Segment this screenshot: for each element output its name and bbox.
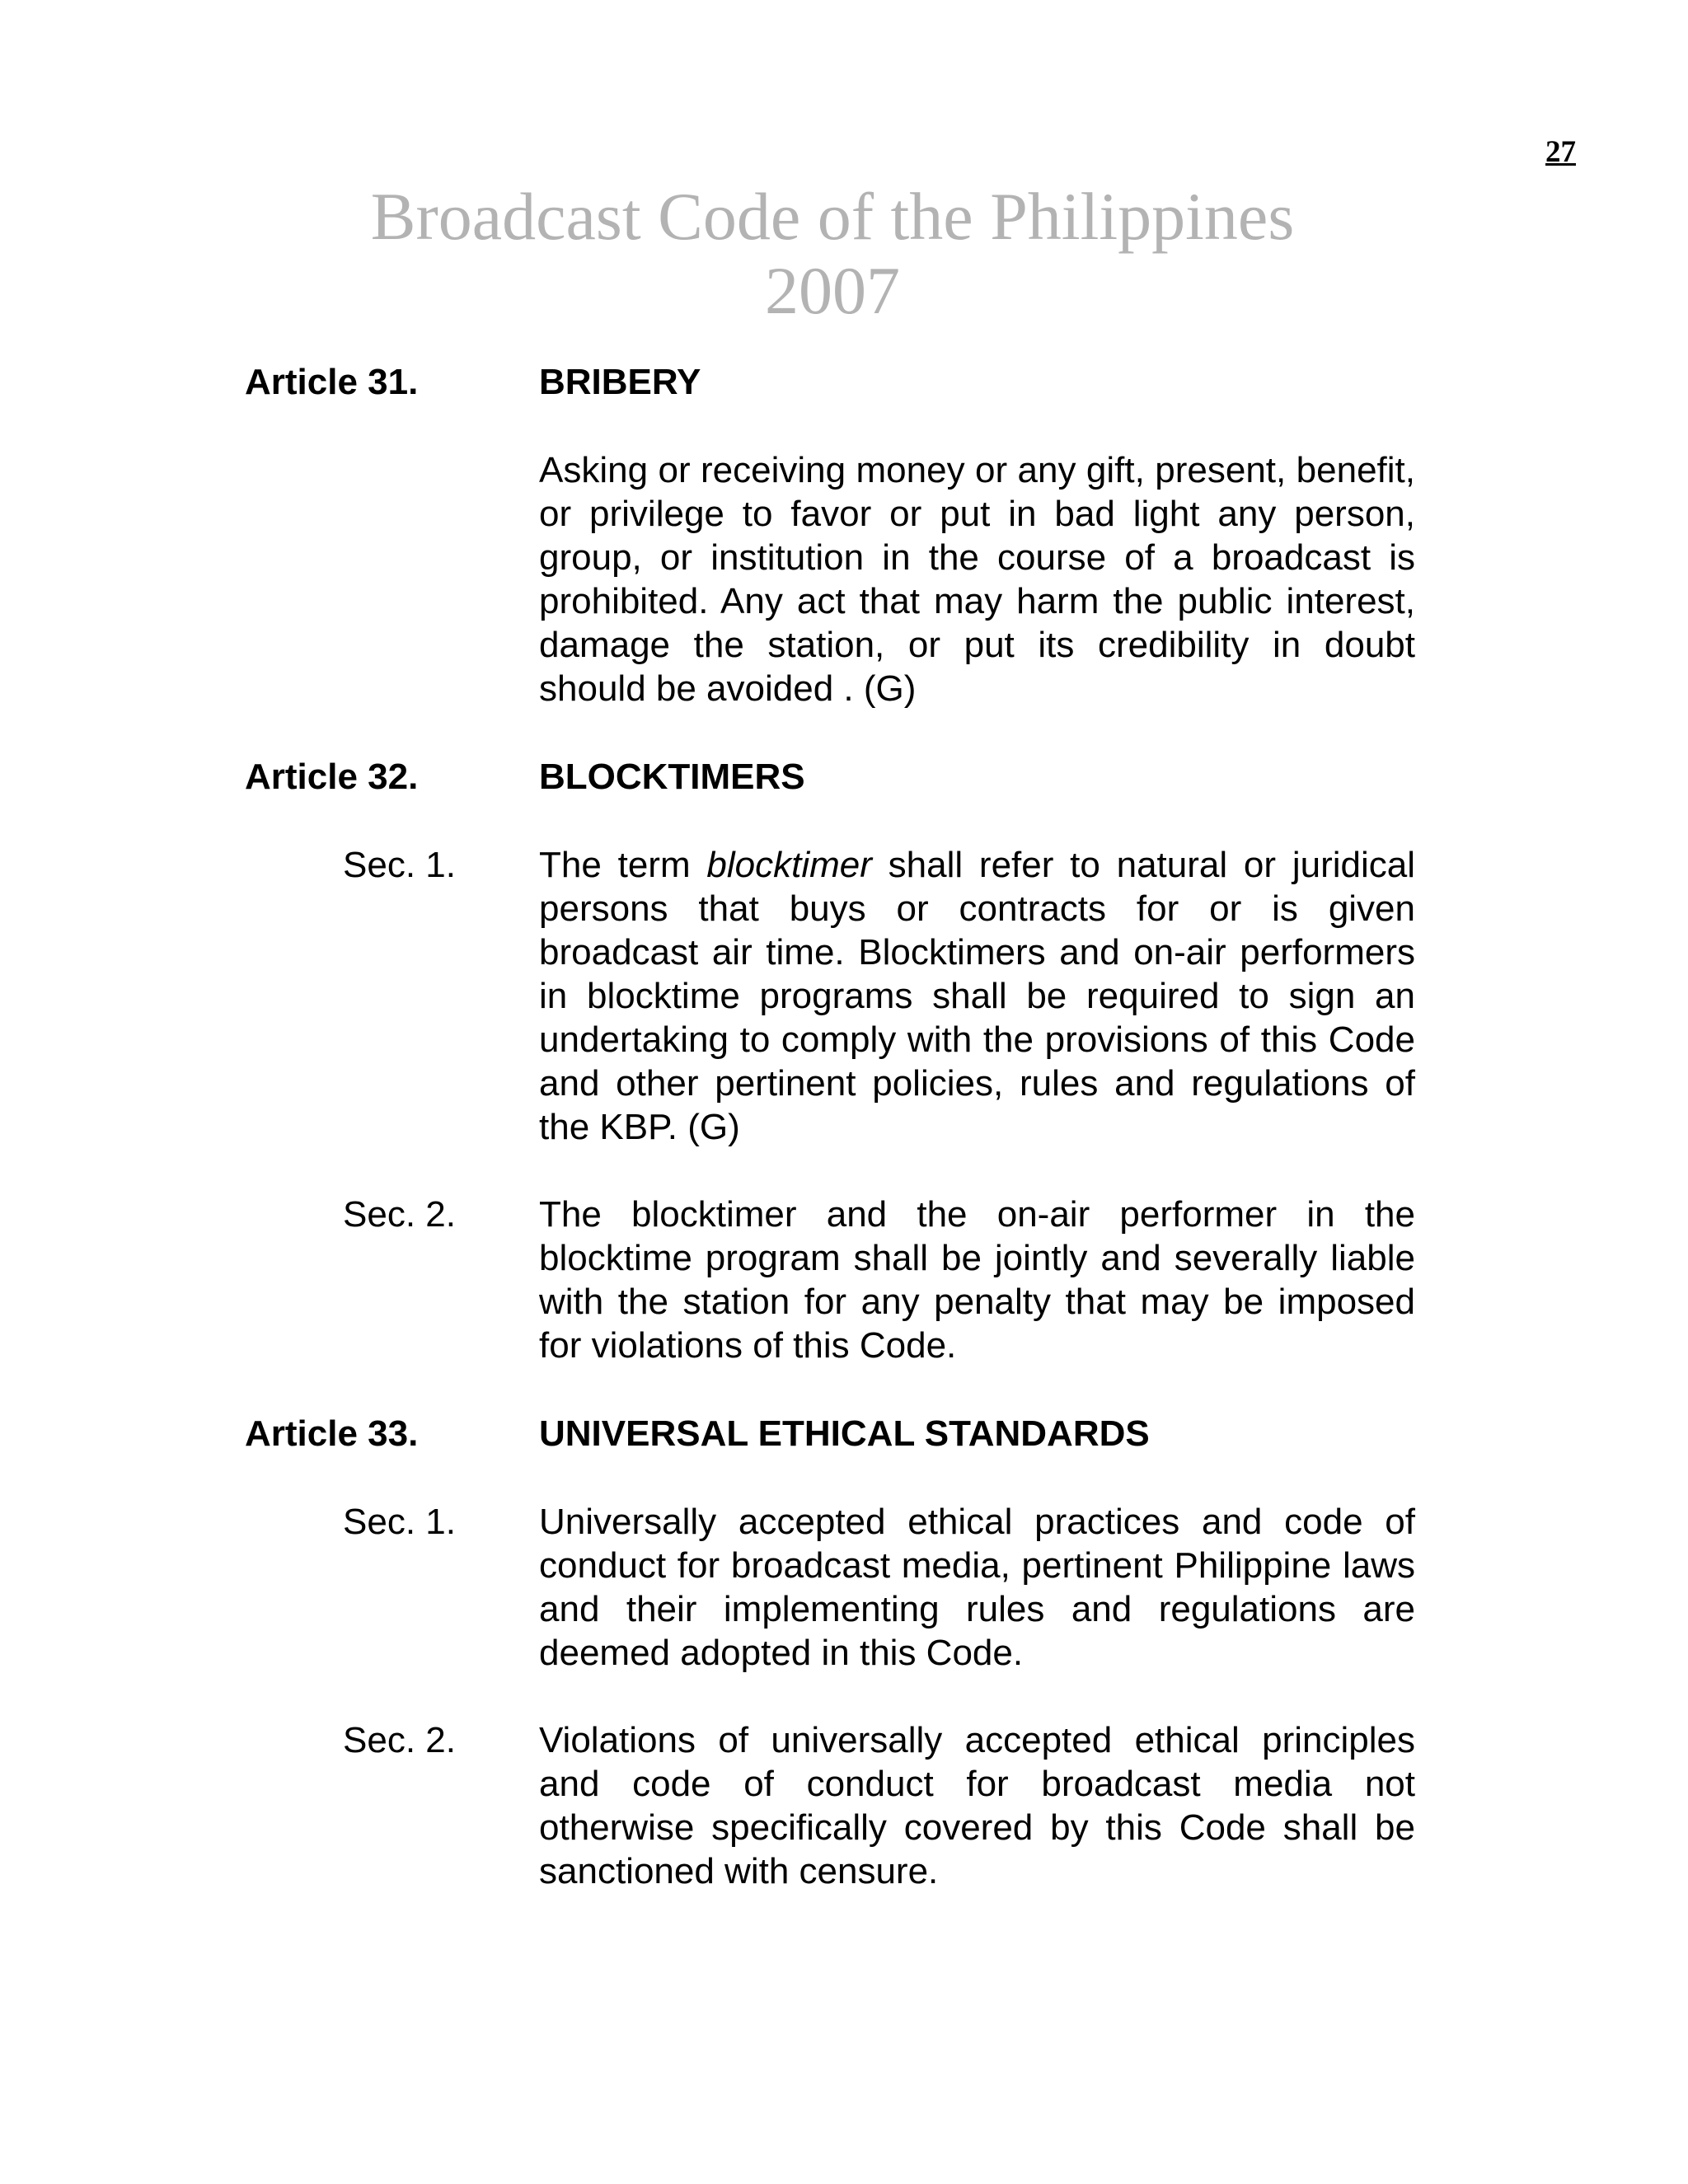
article-31-heading: BRIBERY [539, 362, 701, 402]
article-32-heading: BLOCKTIMERS [539, 757, 805, 797]
article-32-sec-1-text-start: The term [539, 845, 707, 885]
article-32-sec-2-text: The blocktimer and the on-air performer in the blocktime program shall be jointly and severally liable with the station for any penalty that may be imposed for violations of this Code. [539, 1194, 1415, 1366]
document-title [247, 180, 1418, 328]
document-title-year: 2007 [765, 253, 900, 328]
article-33-sec-2-label: Sec. 2. [343, 1720, 456, 1760]
document-title-line: Broadcast Code of the Philippines [370, 179, 1295, 254]
article-33-heading: UNIVERSAL ETHICAL STANDARDS [539, 1413, 1150, 1454]
article-33-sec-1-label: Sec. 1. [343, 1502, 456, 1542]
blocktimer-term: blocktimer [706, 845, 872, 885]
article-32-sec-1-text-rest: shall refer to natural or juridical persons that buys or contracts for or is given broadcast air time. Blocktimers and on-air performers in blocktime programs shall be required to sign an undertaking to comply with the provisions of this Code and other pertinent policies, rules and regulations of the KBP. (G) [539, 845, 1415, 1147]
page-number: 27 [1545, 135, 1576, 169]
article-33-sec-1-text: Universally accepted ethical practices and code of conduct for broadcast media, pertinent Philippine laws and their implementing rules and regulations are deemed adopted in this Code. [539, 1502, 1415, 1673]
article-31-body: Asking or receiving money or any gift, present, benefit, or privilege to favor or put in bad light any person, group, or institution in the course of a broadcast is prohibited. Any act that may harm the public interest, damage the station, or put its credibility in doubt should be avoided . (G) [539, 450, 1415, 709]
article-32-label: Article 32. [245, 757, 419, 797]
article-33-sec-2-text: Violations of universally accepted ethical principles and code of conduct for broadcast media not otherwise specifically covered by this Code shall be sanctioned with censure. [539, 1720, 1415, 1891]
article-32-sec-1-label: Sec. 1. [343, 845, 456, 885]
article-31-label: Article 31. [245, 362, 419, 402]
article-32-sec-2-label: Sec. 2. [343, 1194, 456, 1235]
article-32-sec-1-text [539, 843, 1415, 1149]
article-33-label: Article 33. [245, 1413, 419, 1454]
